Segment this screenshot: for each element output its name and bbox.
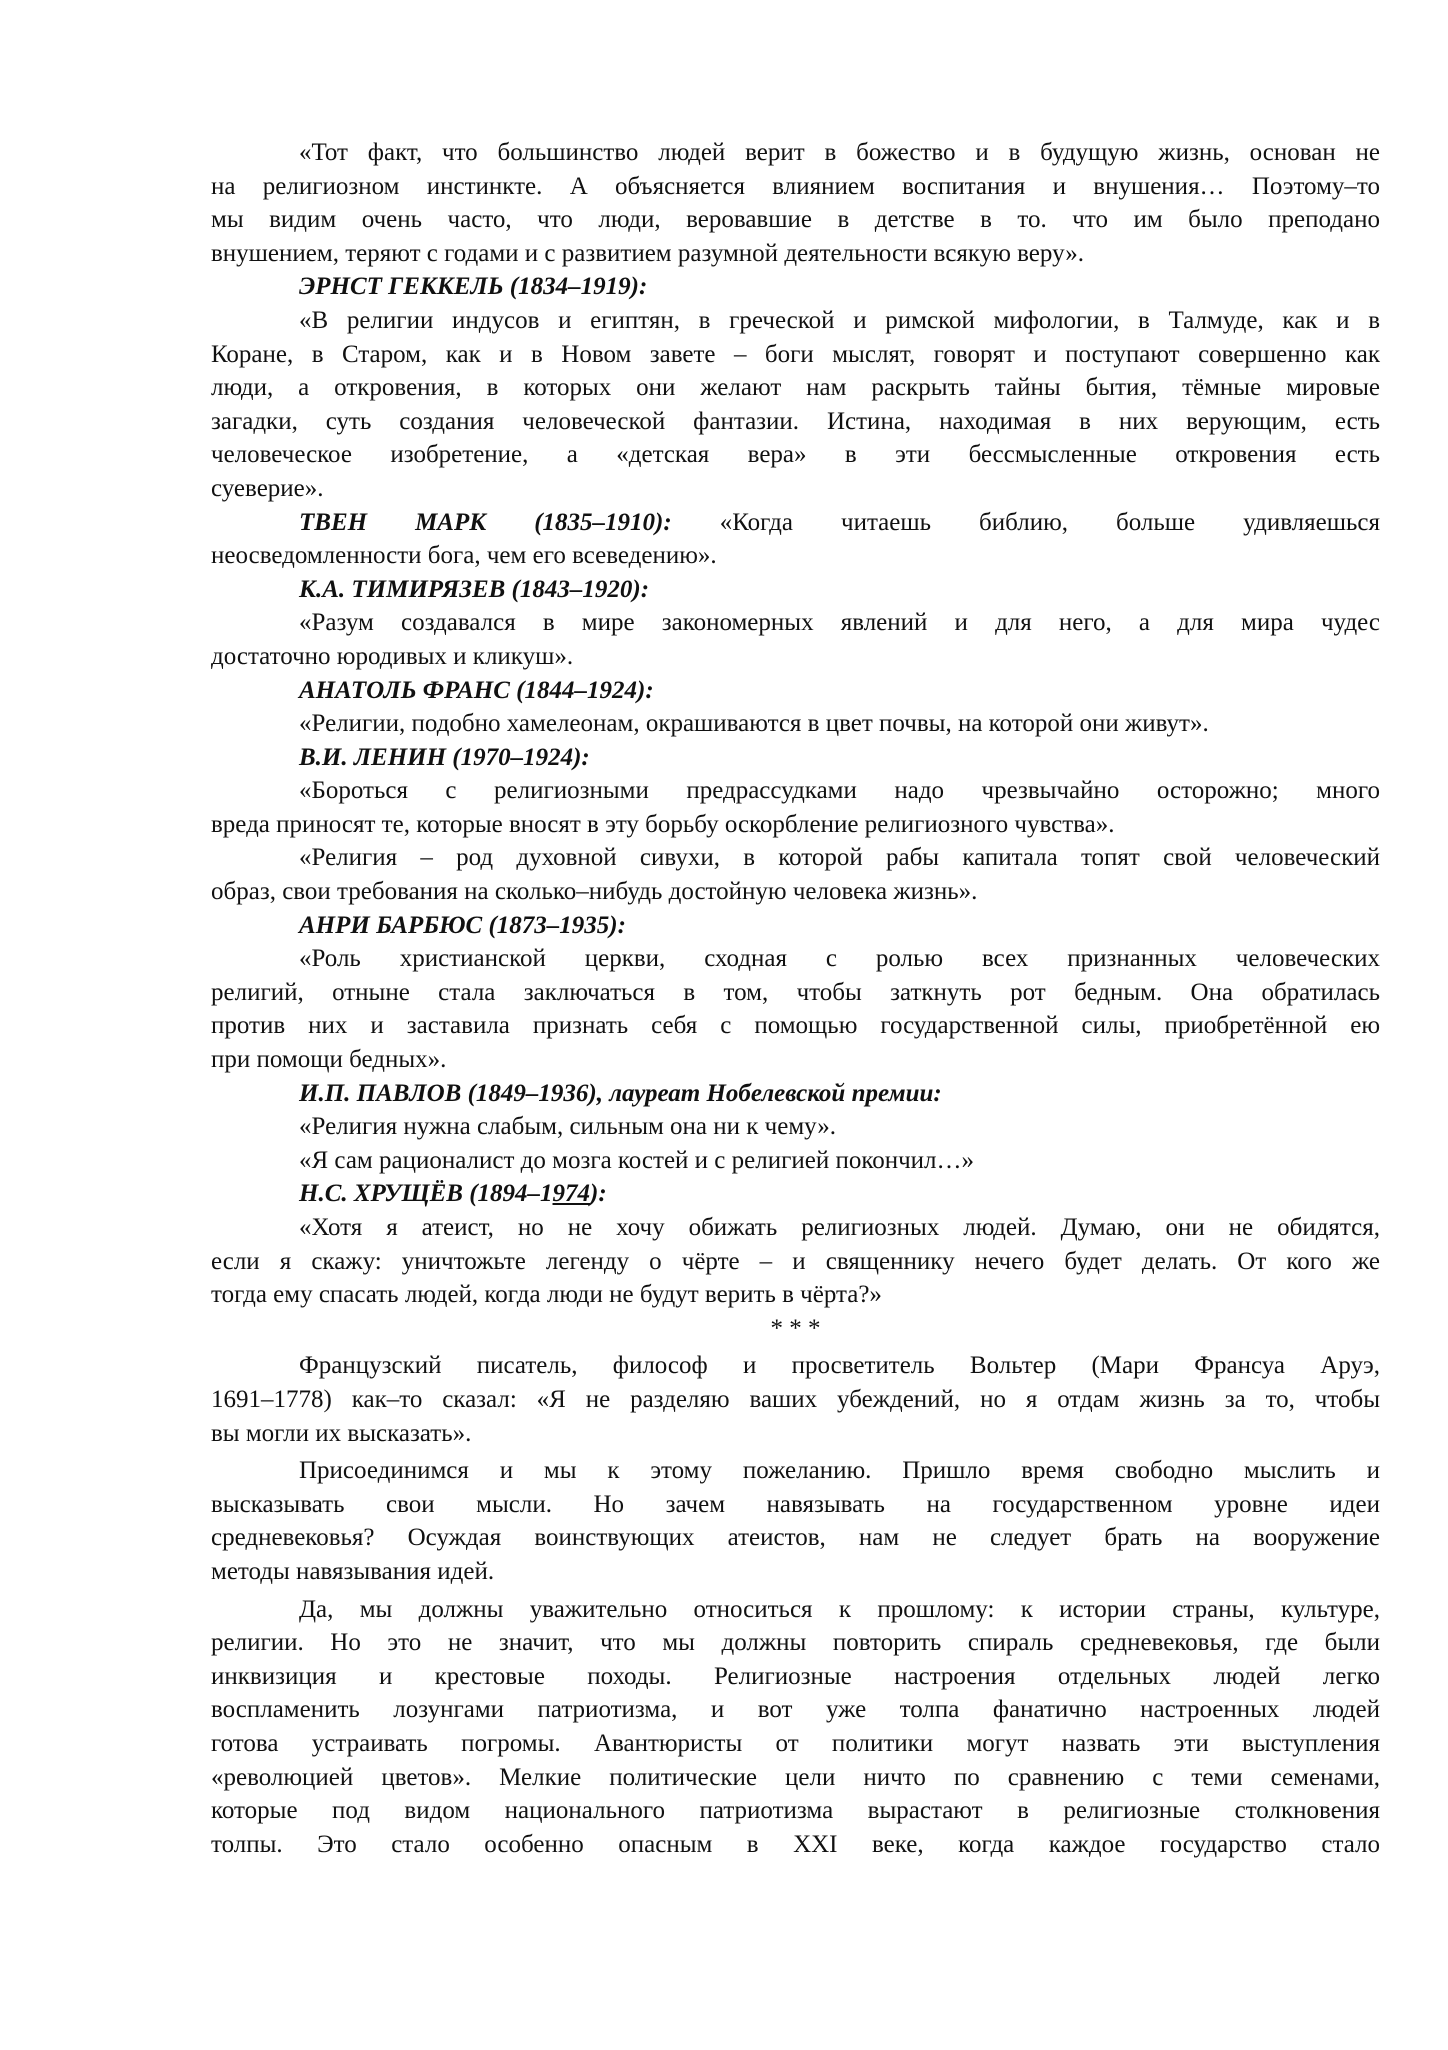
text-line: толпы. Это стало особенно опасным в XXI веке, когда каждое государство стало	[211, 1830, 1380, 1858]
paragraph	[211, 506, 1380, 573]
paragraph	[211, 1110, 1380, 1144]
text-line: инквизиция и крестовые походы. Религиозные настроения отдельных людей легко	[211, 1662, 1380, 1690]
text-line: внушением, теряют с годами и с развитием разумной деятельности всякую веру».	[211, 239, 1084, 267]
text-line: суеверие».	[211, 474, 324, 502]
text-line: «Религии, подобно хамелеонам, окрашиваются в цвет почвы, на которой они живут».	[299, 710, 1209, 738]
paragraph	[211, 136, 1380, 270]
quote-text: «Когда читаешь библию, больше удивляешься	[671, 508, 1380, 536]
text-line: «Хотя я атеист, но не хочу обижать религиозных людей. Думаю, они не обидятся,	[299, 1214, 1380, 1241]
text-line: Присоединимся и мы к этому пожеланию. Пришло время свободно мыслить и	[299, 1457, 1380, 1485]
paragraph	[211, 606, 1380, 673]
text-line: которые под видом национального патриотизма вырастают в религиозные столкновения	[211, 1797, 1380, 1825]
text-line: «Тот факт, что большинство людей верит в божество и в будущую жизнь, основан не	[299, 139, 1380, 166]
paragraph	[211, 942, 1380, 1076]
text-line: Коране, в Старом, как и в Новом завете – боги мыслят, говорят и поступают совершенно как	[211, 340, 1380, 368]
text-line: воспламенить лозунгами патриотизма, и вот уже толпа фанатично настроенных людей	[211, 1696, 1380, 1724]
paragraph	[211, 707, 1380, 741]
text-line: загадки, суть создания человеческой фантазии. Истина, находимая в них верующим, есть	[211, 407, 1380, 435]
text-line: достаточно юродивых и кликуш».	[211, 642, 574, 670]
text-line: методы навязывания идей.	[211, 1557, 495, 1585]
text-line: 1691–1778) как–то сказал: «Я не разделяю ваших убеждений, но я отдам жизнь за то, чтобы	[211, 1385, 1380, 1413]
paragraph	[211, 1144, 1380, 1178]
text-line: на религиозном инстинкте. А объясняется влиянием воспитания и внушения… Поэтому–то	[211, 172, 1380, 200]
author-heading: АНАТОЛЬ ФРАНС (1844–1924):	[299, 676, 654, 704]
paragraph	[211, 1454, 1380, 1588]
text-line: «В религии индусов и египтян, в греческой и римской мифологии, в Талмуде, как и в	[299, 306, 1380, 334]
underlined-year: 974	[552, 1180, 591, 1208]
text-line: при помощи бедных».	[211, 1046, 447, 1074]
text-line: неосведомленности бога, чем его всеведению».	[211, 542, 717, 570]
author-heading: ЭРНСТ ГЕККЕЛЬ (1834–1919):	[299, 273, 648, 301]
text-line: «Религия нужна слабым, сильным она ни к чему».	[299, 1113, 837, 1141]
text-line: Французский писатель, философ и просветитель Вольтер (Мари Франсуа Аруэ,	[299, 1352, 1380, 1380]
text-line: религий, отныне стала заключаться в том, чтобы заткнуть рот бедным. Она обратилась	[211, 978, 1380, 1006]
heading-text: Н.С. ХРУЩЁВ (1894–1	[299, 1180, 553, 1208]
author-heading: ТВЕН МАРК (1835–1910):	[299, 508, 672, 536]
text-line: люди, а откровения, в которых они желают нам раскрыть тайны бытия, тёмные мировые	[211, 374, 1380, 402]
text-line: готова устраивать погромы. Авантюристы от политики могут назвать эти выступления	[211, 1729, 1380, 1757]
text-line: «Я сам рационалист до мозга костей и с религией покончил…»	[299, 1146, 975, 1174]
paragraph	[211, 841, 1380, 908]
text-line: «революцией цветов». Мелкие политические цели ничто по сравнению с теми семенами,	[211, 1763, 1380, 1791]
text-line: «Роль христианской церкви, сходная с ролью всех признанных человеческих	[299, 945, 1380, 973]
paragraph	[211, 774, 1380, 841]
text-line: если я скажу: уничтожьте легенду о чёрте – и священнику нечего будет делать. От кого же	[211, 1247, 1380, 1275]
text-line: вреда приносят те, которые вносят в эту борьбу оскорбление религиозного чувства».	[211, 810, 1115, 838]
text-line: вы могли их высказать».	[211, 1419, 472, 1447]
paragraph	[211, 1593, 1380, 1862]
text-line: «Разум создавался в мире закономерных явлений и для него, а для мира чудес	[299, 609, 1380, 637]
paragraph	[211, 1349, 1380, 1450]
paragraph	[211, 304, 1380, 506]
text-line	[211, 506, 1380, 540]
text-line: высказывать свои мысли. Но зачем навязывать на государственном уровне идеи	[211, 1490, 1380, 1518]
text-line: мы видим очень часто, что люди, веровавшие в детстве в то. что им было преподано	[211, 206, 1380, 234]
heading-text: ):	[590, 1180, 607, 1208]
text-line: человеческое изобретение, а «детская вера» в эти бессмысленные откровения есть	[211, 441, 1380, 469]
text-line: «Бороться с религиозными предрассудками надо чрезвычайно осторожно; много	[299, 777, 1380, 805]
text-line: средневековья? Осуждая воинствующих атеистов, нам не следует брать на вооружение	[211, 1524, 1380, 1552]
author-heading: И.П. ПАВЛОВ (1849–1936), лауреат Нобелевской премии:	[299, 1079, 942, 1107]
text-line: тогда ему спасать людей, когда люди не будут верить в чёрта?»	[211, 1281, 882, 1309]
paragraph	[211, 1211, 1380, 1312]
author-heading: АНРИ БАРБЮС (1873–1935):	[299, 911, 626, 939]
section-separator: * * *	[770, 1314, 821, 1342]
author-heading: К.А. ТИМИРЯЗЕВ (1843–1920):	[299, 575, 650, 603]
author-heading	[211, 1177, 1380, 1211]
author-heading: В.И. ЛЕНИН (1970–1924):	[299, 743, 590, 771]
text-line: образ, свои требования на сколько–нибудь достойную человека жизнь».	[211, 878, 978, 906]
text-line: «Религия – род духовной сивухи, в которой рабы капитала топят свой человеческий	[299, 844, 1380, 872]
text-line: против них и заставила признать себя с помощью государственной силы, приобретённой ею	[211, 1012, 1380, 1040]
text-line: религии. Но это не значит, что мы должны повторить спираль средневековья, где были	[211, 1629, 1380, 1657]
text-line: Да, мы должны уважительно относиться к прошлому: к истории страны, культуре,	[299, 1595, 1380, 1623]
